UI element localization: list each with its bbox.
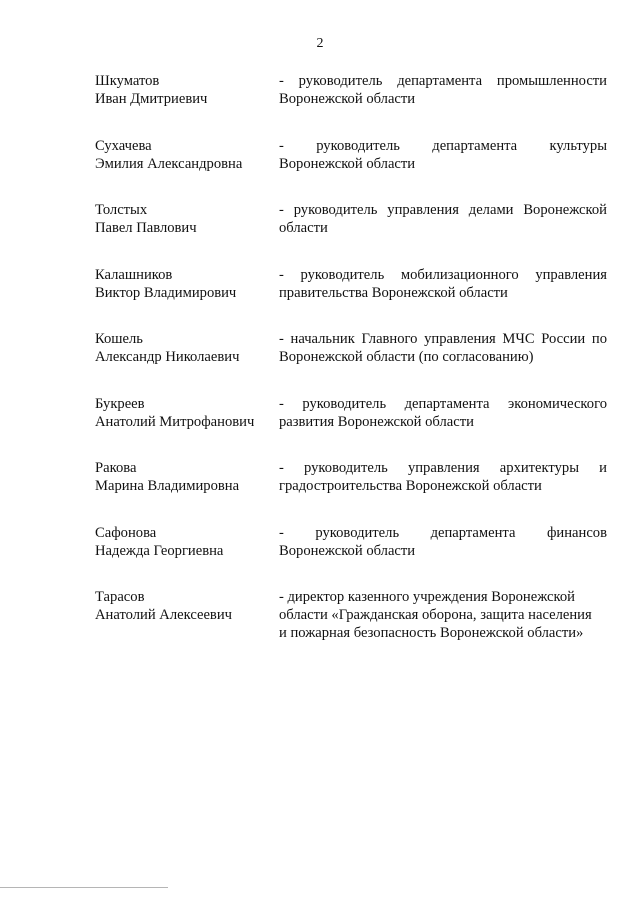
member-role-line: - руководитель департамента экономического: [279, 395, 607, 412]
member-role-line: - начальник Главного управления МЧС России по: [279, 331, 607, 347]
member-role: [279, 459, 607, 495]
member-surname: Толстых: [95, 202, 148, 218]
member-given-names: Эмилия Александровна: [95, 155, 243, 172]
member-given-names: Анатолий Алексеевич: [95, 607, 232, 623]
member-name: [95, 395, 275, 431]
member-list: [95, 72, 610, 653]
member-role: [279, 588, 607, 642]
member-entry: [95, 201, 610, 266]
member-name: [95, 588, 275, 624]
member-name: [95, 137, 275, 173]
member-role-line: - руководитель мобилизационного управления: [279, 266, 607, 283]
member-entry: [95, 395, 610, 460]
member-role-line: - руководитель департамента культуры: [279, 137, 607, 154]
member-role: [279, 72, 607, 108]
member-role-line: - директор казенного учреждения Воронежской: [279, 589, 575, 605]
member-role-line: - руководитель департамента промышленности: [279, 73, 607, 89]
member-surname: Ракова: [95, 460, 137, 476]
member-entry: [95, 137, 610, 202]
member-name: [95, 72, 275, 108]
member-given-names: Павел Павлович: [95, 220, 197, 236]
member-surname: Кошель: [95, 331, 143, 347]
member-role-line: области: [279, 220, 328, 236]
member-entry: [95, 588, 610, 653]
member-role-line: Воронежской области: [279, 542, 416, 559]
bottom-scan-edge-line: [0, 887, 168, 888]
member-role: [279, 524, 607, 560]
member-role: [279, 395, 607, 431]
member-surname: Калашников: [95, 266, 173, 283]
member-surname: Шкуматов: [95, 73, 160, 89]
member-surname: Сухачева: [95, 137, 152, 154]
member-surname: Сафонова: [95, 524, 157, 541]
member-role-line: и пожарная безопасность Воронежской области»: [279, 625, 584, 641]
member-given-names: Анатолий Митрофанович: [95, 413, 255, 430]
member-name: [95, 524, 275, 560]
member-name: [95, 201, 275, 237]
member-entry: [95, 266, 610, 331]
member-entry: [95, 72, 610, 137]
member-entry: [95, 524, 610, 589]
member-role-line: Воронежской области: [279, 155, 416, 172]
member-given-names: Иван Дмитриевич: [95, 91, 208, 107]
member-role: [279, 266, 607, 302]
member-role-line: развития Воронежской области: [279, 413, 474, 430]
member-name: [95, 266, 275, 302]
member-entry: [95, 330, 610, 395]
member-name: [95, 330, 275, 366]
member-given-names: Виктор Владимирович: [95, 284, 237, 301]
member-surname: Тарасов: [95, 589, 145, 605]
member-given-names: Марина Владимировна: [95, 478, 240, 494]
member-role: [279, 330, 607, 366]
member-role: [279, 137, 607, 173]
member-role: [279, 201, 607, 237]
member-role-line: - руководитель управления архитектуры и: [279, 460, 607, 476]
member-role-line: - руководитель департамента финансов: [279, 524, 607, 541]
page-number: 2: [316, 36, 324, 51]
member-role-line: Воронежской области (по согласованию): [279, 349, 534, 365]
member-surname: Букреев: [95, 395, 145, 412]
member-role-line: градостроительства Воронежской области: [279, 478, 542, 494]
member-role-line: области «Гражданская оборона, защита населения: [279, 607, 592, 623]
member-entry: [95, 459, 610, 524]
member-role-line: правительства Воронежской области: [279, 284, 508, 301]
member-given-names: Надежда Георгиевна: [95, 542, 224, 559]
member-role-line: Воронежской области: [279, 91, 416, 107]
member-name: [95, 459, 275, 495]
member-role-line: - руководитель управления делами Воронежской: [279, 202, 607, 218]
member-given-names: Александр Николаевич: [95, 349, 240, 365]
